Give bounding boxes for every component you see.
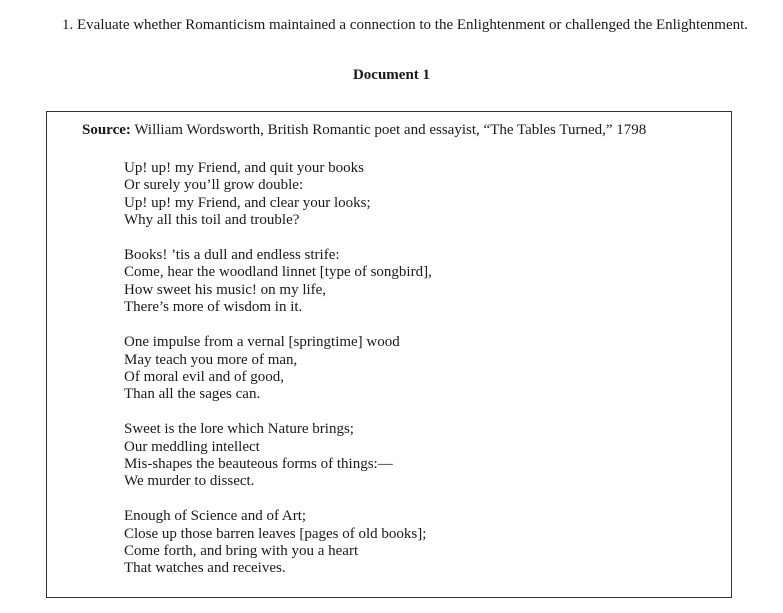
poem-line: We murder to dissect. xyxy=(124,473,255,490)
poem-line: May teach you more of man, xyxy=(124,351,298,368)
poem-line: Our meddling intellect xyxy=(124,438,260,455)
poem-line: One impulse from a vernal [springtime] wood xyxy=(124,334,400,351)
poem-line: Of moral evil and of good, xyxy=(124,368,284,385)
document-heading: Document 1 xyxy=(352,67,431,83)
poem-line: Close up those barren leaves [pages of old books]; xyxy=(124,525,427,542)
poem-line: Enough of Science and of Art; xyxy=(124,508,307,525)
poem-line: Come forth, and bring with you a heart xyxy=(124,543,359,560)
poem-line: Up! up! my Friend, and quit your books xyxy=(124,160,364,176)
poem-stanza xyxy=(124,334,432,404)
poem-line: Or surely you’ll grow double: xyxy=(124,177,304,194)
poem-stanza xyxy=(124,421,432,491)
poem-line: Come, hear the woodland linnet [type of songbird], xyxy=(124,264,432,281)
poem-line: Than all the sages can. xyxy=(124,386,261,403)
document-box xyxy=(46,111,732,598)
source-label: Source: xyxy=(82,122,131,138)
source-text: William Wordsworth, British Romantic poet and essayist, “The Tables Turned,” 1798 xyxy=(130,122,647,138)
poem-line: Why all this toil and trouble? xyxy=(124,212,300,229)
poem-stanza xyxy=(124,247,432,317)
source-citation xyxy=(82,120,646,140)
poem-line: That watches and receives. xyxy=(124,560,286,577)
question-prompt: 1. Evaluate whether Romanticism maintained a connection to the Enlightenment or challenged the Enlightenment. xyxy=(62,17,749,33)
poem-stanza xyxy=(124,508,432,578)
poem-line: How sweet his music! on my life, xyxy=(124,281,327,298)
poem xyxy=(124,160,432,595)
poem-line: Books! ’tis a dull and endless strife: xyxy=(124,247,340,264)
poem-line: Mis-shapes the beauteous forms of things:— xyxy=(124,455,393,472)
poem-line: Sweet is the lore which Nature brings; xyxy=(124,421,354,438)
poem-line: Up! up! my Friend, and clear your looks; xyxy=(124,194,371,211)
poem-stanza xyxy=(124,160,432,230)
poem-line: There’s more of wisdom in it. xyxy=(124,299,303,316)
